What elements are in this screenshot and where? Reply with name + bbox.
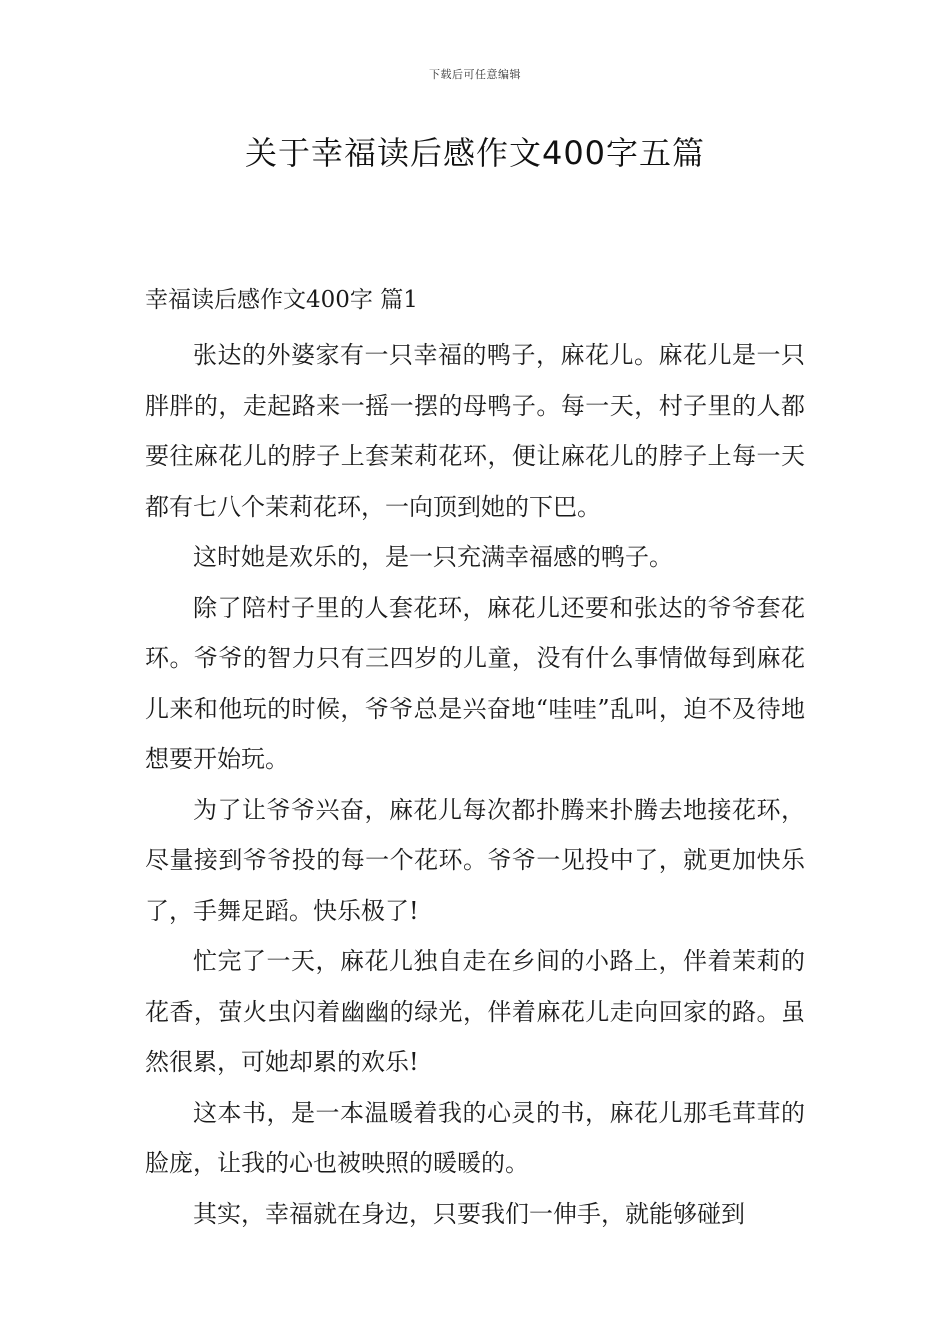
document-title: 关于幸福读后感作文400字五篇 [244, 134, 706, 172]
paragraph-1: 张达的外婆家有一只幸福的鸭子，麻花儿。麻花儿是一只胖胖的，走起路来一摇一摆的母鸭子。每一天，村子里的人都要往麻花儿的脖子上套茉莉花环，便让麻花儿的脖子上每一天都有七八个茉莉花环，一向顶到她的下巴。 [145, 341, 805, 521]
paragraph-5: 忙完了一天，麻花儿独自走在乡间的小路上，伴着茉莉的花香，萤火虫闪着幽幽的绿光，伴着麻花儿走向回家的路。虽然很累，可她却累的欢乐! [145, 947, 805, 1076]
section-heading: 幸福读后感作文400字 篇1 [145, 287, 418, 313]
paragraph-7: 其实，幸福就在身边，只要我们一伸手，就能够碰到 [193, 1199, 745, 1228]
paragraph-6: 这本书，是一本温暖着我的心灵的书，麻花儿那毛茸茸的脸庞，让我的心也被映照的暖暖的。 [145, 1098, 805, 1177]
paragraph-3: 除了陪村子里的人套花环，麻花儿还要和张达的爷爷套花环。爷爷的智力只有三四岁的儿童，没有什么事情做每到麻花儿来和他玩的时候，爷爷总是兴奋地“哇哇”乱叫，迫不及待地想要开始玩。 [145, 593, 805, 773]
paragraph-4: 为了让爷爷兴奋，麻花儿每次都扑腾来扑腾去地接花环，尽量接到爷爷投的每一个花环。爷爷一见投中了，就更加快乐了，手舞足蹈。快乐极了! [145, 795, 805, 925]
header-note: 下载后可任意编辑 [429, 68, 521, 81]
document-body [145, 280, 805, 1239]
paragraph-2: 这时她是欢乐的，是一只充满幸福感的鸭子。 [193, 543, 673, 571]
